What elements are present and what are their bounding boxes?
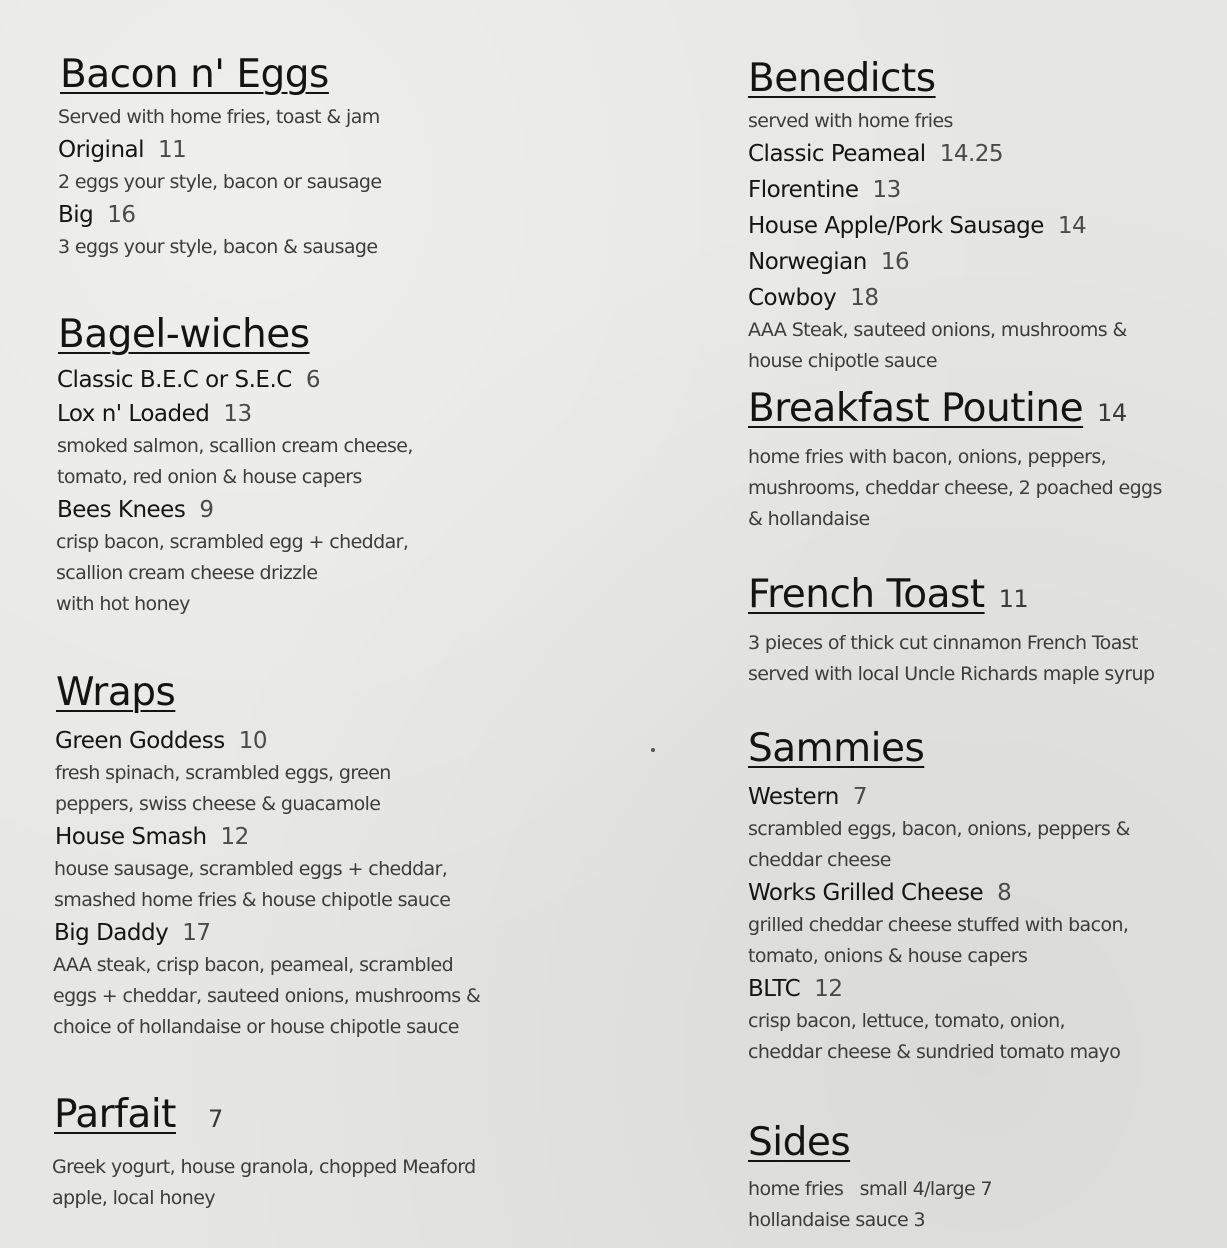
item-description: home fries with bacon, onions, peppers,	[748, 446, 1107, 468]
section-french-toast	[748, 572, 1208, 690]
menu-item	[748, 137, 1208, 171]
item-description: grilled cheddar cheese stuffed with bacon,	[748, 914, 1129, 936]
menu-item	[54, 916, 614, 950]
section-benedicts	[748, 56, 1208, 377]
item-description: cheddar cheese & sundried tomato mayo	[748, 1041, 1121, 1063]
item-description: tomato, onions & house capers	[748, 945, 1028, 967]
menu-item	[55, 820, 614, 854]
item-price: 16	[107, 202, 136, 228]
section-note: Served with home fries, toast & jam	[58, 106, 380, 128]
section-breakfast-poutine	[748, 386, 1208, 535]
item-description: choice of hollandaise or house chipotle sauce	[53, 1016, 459, 1038]
menu-item	[748, 173, 1208, 207]
menu-item	[55, 724, 614, 758]
item-price: 14.25	[939, 141, 1004, 167]
section-title: Bagel-wiches	[58, 312, 310, 357]
menu-item	[748, 876, 1208, 910]
item-name: Norwegian	[748, 249, 867, 275]
item-description: fresh spinach, scrambled eggs, green	[55, 762, 391, 784]
item-name: Bees Knees	[57, 497, 186, 523]
menu-item	[58, 198, 614, 232]
section-title: Sammies	[748, 726, 925, 771]
section-note: served with home fries	[748, 110, 953, 132]
item-description: with hot honey	[56, 593, 190, 615]
item-description: 2 eggs your style, bacon or sausage	[58, 171, 382, 193]
section-title	[54, 1092, 614, 1142]
item-price: 12	[220, 824, 249, 850]
item-description: scrambled eggs, bacon, onions, peppers &	[748, 818, 1130, 840]
item-name: Lox n' Loaded	[57, 401, 210, 427]
section-bagel-wiches	[54, 312, 614, 620]
item-price: 18	[850, 285, 879, 311]
item-name: Classic B.E.C or S.E.C	[57, 367, 292, 393]
item-name: Big Daddy	[54, 920, 169, 946]
item-description: AAA steak, crisp bacon, peameal, scrambled	[53, 954, 454, 976]
item-price: 16	[880, 249, 910, 275]
menu-item	[57, 493, 614, 527]
item-description: 3 pieces of thick cut cinnamon French Toast	[748, 632, 1138, 654]
item-description: peppers, swiss cheese & guacamole	[55, 793, 381, 815]
section-title: Benedicts	[748, 56, 936, 101]
item-price: 7	[852, 784, 867, 810]
menu-item	[748, 245, 1208, 279]
item-description: 3 eggs your style, bacon & sausage	[58, 236, 378, 258]
section-title: Sides	[748, 1120, 851, 1165]
item-price: 13	[872, 177, 901, 203]
item-name: Works Grilled Cheese	[748, 880, 984, 906]
item-price: 8	[997, 880, 1012, 906]
menu-item	[58, 133, 614, 167]
item-price: 10	[238, 728, 267, 754]
side-item: home fries small 4/large 7	[748, 1178, 993, 1200]
stray-mark	[651, 748, 655, 752]
item-name: House Smash	[55, 824, 207, 850]
item-name: BLTC	[748, 976, 801, 1002]
menu-item	[748, 780, 1208, 814]
menu-item	[748, 209, 1208, 243]
menu-item	[748, 972, 1208, 1006]
menu-item	[748, 281, 1208, 315]
item-price: 11	[158, 137, 187, 163]
menu-item	[57, 397, 614, 431]
item-name: Cowboy	[748, 285, 837, 311]
section-title: Wraps	[56, 670, 176, 715]
item-name: Original	[58, 137, 145, 163]
item-description: scallion cream cheese drizzle	[56, 562, 318, 584]
item-description: served with local Uncle Richards maple syrup	[748, 663, 1155, 685]
item-name: Classic Peameal	[748, 141, 926, 167]
item-description: crisp bacon, lettuce, tomato, onion,	[748, 1010, 1065, 1032]
item-description: AAA Steak, sauteed onions, mushrooms &	[748, 319, 1127, 341]
section-price: 7	[207, 1105, 223, 1133]
item-description: crisp bacon, scrambled egg + cheddar,	[56, 531, 409, 553]
section-wraps	[54, 670, 614, 1043]
section-title-text: French Toast	[748, 572, 985, 617]
item-name: Western	[748, 784, 839, 810]
item-description: Greek yogurt, house granola, chopped Meaford	[52, 1156, 476, 1178]
item-price: 13	[223, 401, 252, 427]
section-bacon-eggs	[54, 52, 614, 263]
section-title-text: Breakfast Poutine	[748, 386, 1084, 431]
section-sides	[748, 1120, 1208, 1236]
item-description: mushrooms, cheddar cheese, 2 poached eggs	[748, 477, 1162, 499]
item-description: smoked salmon, scallion cream cheese,	[57, 435, 413, 457]
section-title	[748, 386, 1208, 436]
item-price: 14	[1057, 213, 1087, 239]
item-price: 6	[305, 367, 320, 393]
item-name: House Apple/Pork Sausage	[748, 213, 1044, 239]
item-description: & hollandaise	[748, 508, 870, 530]
section-price: 11	[998, 585, 1029, 613]
item-name: Big	[58, 202, 94, 228]
item-description: tomato, red onion & house capers	[57, 466, 362, 488]
section-title-text: Parfait	[54, 1092, 176, 1137]
item-description: house chipotle sauce	[748, 350, 937, 372]
menu-item	[57, 363, 614, 397]
item-name: Florentine	[748, 177, 859, 203]
item-price: 17	[182, 920, 211, 946]
section-title	[748, 572, 1208, 622]
section-sammies	[748, 726, 1208, 1068]
item-price: 12	[814, 976, 843, 1002]
section-title: Bacon n' Eggs	[60, 52, 329, 97]
item-price: 9	[199, 497, 214, 523]
section-price: 14	[1097, 399, 1127, 427]
item-description: eggs + cheddar, sauteed onions, mushrooms &	[53, 985, 481, 1007]
item-description: house sausage, scrambled eggs + cheddar,	[54, 858, 448, 880]
side-item: hollandaise sauce 3	[748, 1209, 925, 1231]
item-description: smashed home fries & house chipotle sauce	[54, 889, 451, 911]
item-description: apple, local honey	[52, 1187, 215, 1209]
item-description: cheddar cheese	[748, 849, 891, 871]
section-parfait	[54, 1092, 614, 1214]
item-name: Green Goddess	[55, 728, 225, 754]
